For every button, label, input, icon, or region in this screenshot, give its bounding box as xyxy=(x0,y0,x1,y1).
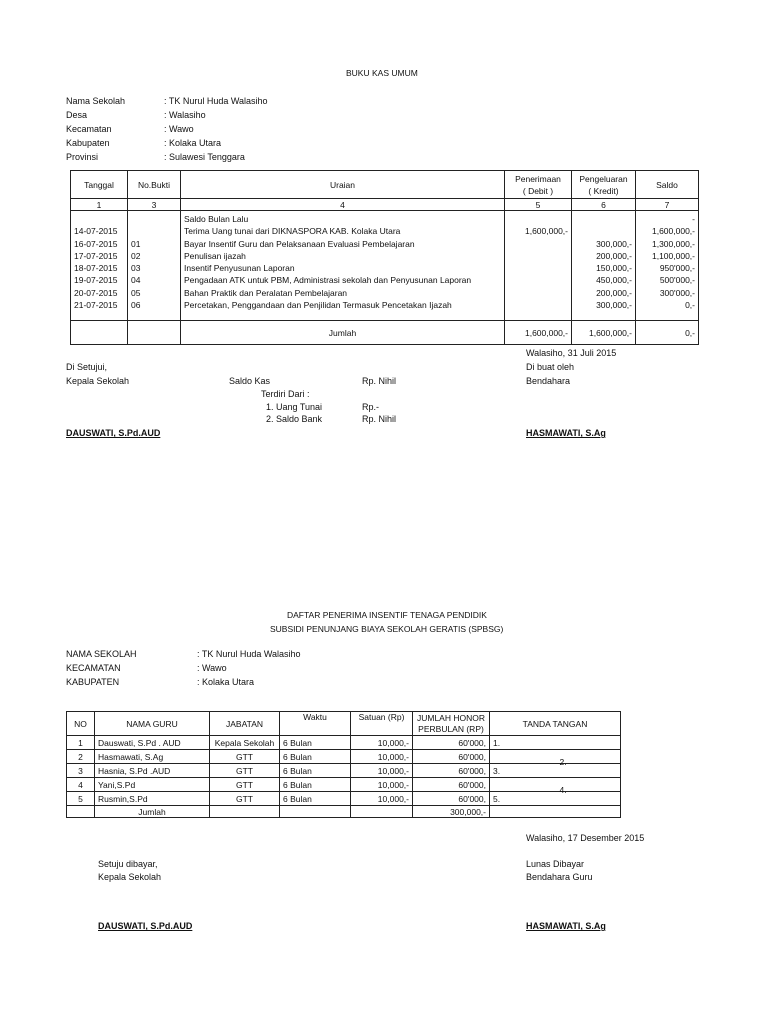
row-honor: 60'000, xyxy=(413,736,490,750)
col-number: 7 xyxy=(636,199,699,211)
bukti xyxy=(131,225,177,237)
table-row xyxy=(67,736,621,750)
col-number: 6 xyxy=(572,199,636,211)
daftar-title-1: DAFTAR PENERIMA INSENTIF TENAGA PENDIDIK xyxy=(287,610,487,620)
row-nama: Rusmin,S.Pd xyxy=(95,792,210,806)
bku-dibuat-oleh: Di buat oleh xyxy=(526,362,575,372)
uraian: Bahan Praktik dan Peralatan Pembelajaran xyxy=(184,287,348,298)
ttd-number: 4. xyxy=(559,784,567,795)
header-penerimaan: Penerimaan ( Debit ) xyxy=(505,171,572,199)
header-nama-guru: NAMA GURU xyxy=(95,712,210,736)
debit xyxy=(508,262,568,274)
info-value: : Kolaka Utara xyxy=(197,677,255,687)
debit-cell xyxy=(505,211,572,321)
saldo-bank-label: 2. Saldo Bank xyxy=(266,414,323,424)
info-label: KABUPATEN xyxy=(66,677,120,687)
row-waktu: 6 Bulan xyxy=(280,792,351,806)
row-jabatan: GTT xyxy=(210,750,280,764)
uang-tunai-value: Rp.- xyxy=(362,402,380,412)
row-ttd xyxy=(490,778,621,795)
col-number: 4 xyxy=(181,199,505,211)
info-label: KECAMATAN xyxy=(66,663,121,673)
bku-place-date: Walasiho, 31 Juli 2015 xyxy=(526,348,617,358)
kredit-cell xyxy=(572,211,636,321)
bukti: 05 xyxy=(131,287,141,298)
uraian: Saldo Bulan Lalu xyxy=(184,214,249,224)
table-row xyxy=(67,778,621,792)
debit xyxy=(508,250,568,262)
daftar-bendahara-guru: Bendahara Guru xyxy=(526,872,593,882)
daftar-lunas: Lunas Dibayar xyxy=(526,859,585,869)
date: 17-07-2015 xyxy=(74,250,118,261)
saldo-bank-value: Rp. Nihil xyxy=(362,414,397,424)
bku-bendahara: Bendahara xyxy=(526,376,571,386)
row-ttd xyxy=(490,792,621,806)
uraian: Terima Uang tunai dari DIKNASPORA KAB. Kolaka Utara xyxy=(184,226,401,237)
header-honor-line1: JUMLAH HONOR xyxy=(416,712,485,723)
date xyxy=(74,213,124,225)
col-number: 3 xyxy=(128,199,181,211)
info-label: Kecamatan xyxy=(66,124,112,134)
date: 16-07-2015 xyxy=(74,238,118,249)
row-jabatan: GTT xyxy=(210,792,280,806)
row-honor: 60'000, xyxy=(413,750,490,764)
daftar-kepala-sekolah: Kepala Sekolah xyxy=(98,872,162,882)
header-waktu: Waktu xyxy=(280,712,351,736)
row-no: 4 xyxy=(67,778,95,792)
daftar-jumlah-row xyxy=(67,806,621,818)
bku-bendahara-name: HASMAWATI, S.Ag xyxy=(526,428,606,438)
row-ttd xyxy=(490,764,621,778)
empty-cell xyxy=(128,321,181,345)
saldo: 1,300,000,- xyxy=(651,238,695,249)
saldo: 0,- xyxy=(685,300,695,311)
row-jabatan: Kepala Sekolah xyxy=(210,736,280,750)
bku-table xyxy=(70,170,699,345)
daftar-place-date: Walasiho, 17 Desember 2015 xyxy=(526,833,645,843)
row-satuan: 10,000,- xyxy=(351,750,413,764)
date: 19-07-2015 xyxy=(74,275,118,286)
saldo: - xyxy=(692,214,695,224)
info-label: Desa xyxy=(66,110,88,120)
saldo-kas-value: Rp. Nihil xyxy=(362,376,397,386)
row-waktu: 6 Bulan xyxy=(280,778,351,792)
row-no: 5 xyxy=(67,792,95,806)
kredit: 200,000,- xyxy=(596,287,632,298)
table-row xyxy=(67,764,621,778)
jumlah-debit: 1,600,000,- xyxy=(505,321,572,345)
info-value: : TK Nurul Huda Walasiho xyxy=(197,649,301,659)
info-label: Provinsi xyxy=(66,152,99,162)
daftar-title-2: SUBSIDI PENUNJANG BIAYA SEKOLAH GERATIS (SPBSG) xyxy=(270,624,504,634)
debit xyxy=(508,238,568,250)
header-tanda-tangan: TANDA TANGAN xyxy=(490,712,621,736)
date: 21-07-2015 xyxy=(74,300,118,311)
date: 18-07-2015 xyxy=(74,263,118,274)
header-no-bukti: No.Bukti xyxy=(128,171,181,199)
bku-header-row xyxy=(71,171,699,199)
row-nama: Hasnia, S.Pd .AUD xyxy=(95,764,210,778)
debit xyxy=(508,287,568,299)
saldo: 500'000,- xyxy=(659,275,695,286)
saldo: 950'000,- xyxy=(659,263,695,274)
date: 14-07-2015 xyxy=(74,226,118,237)
info-value: : TK Nurul Huda Walasiho xyxy=(164,96,268,106)
kredit: 300,000,- xyxy=(596,300,632,311)
row-waktu: 6 Bulan xyxy=(280,736,351,750)
info-value: : Walasiho xyxy=(164,110,206,120)
bku-body-row xyxy=(71,211,699,321)
header-jumlah-honor xyxy=(413,712,490,736)
empty-cell xyxy=(351,806,413,818)
kredit xyxy=(575,213,632,225)
kredit xyxy=(575,225,632,237)
daftar-table xyxy=(66,711,621,818)
saldo-kas-label: Saldo Kas xyxy=(229,376,271,386)
date: 20-07-2015 xyxy=(74,287,118,298)
row-nama: Dauswati, S.Pd . AUD xyxy=(95,736,210,750)
bukti: 03 xyxy=(131,263,141,274)
debit xyxy=(508,299,568,311)
terdiri-dari: Terdiri Dari : xyxy=(261,389,310,399)
kredit: 150,000,- xyxy=(596,263,632,274)
debit xyxy=(508,213,568,225)
empty-cell xyxy=(67,806,95,818)
info-value: : Wawo xyxy=(197,663,227,673)
row-no: 1 xyxy=(67,736,95,750)
row-honor: 60'000, xyxy=(413,778,490,792)
bku-number-row xyxy=(71,199,699,211)
bukti: 06 xyxy=(131,300,141,311)
jumlah-kredit: 1,600,000,- xyxy=(572,321,636,345)
row-jabatan: GTT xyxy=(210,764,280,778)
header-pengeluaran: Pengeluaran ( Kredit) xyxy=(572,171,636,199)
uraian: Insentif Penyusunan Laporan xyxy=(184,263,295,274)
jumlah-label: Jumlah xyxy=(181,321,505,345)
info-label: Kabupaten xyxy=(66,138,110,148)
row-satuan: 10,000,- xyxy=(351,736,413,750)
bku-kepala-name: DAUSWATI, S.Pd.AUD xyxy=(66,428,161,438)
uraian: Pengadaan ATK untuk PBM, Administrasi sekolah dan Penyusunan Laporan xyxy=(184,275,472,286)
table-row xyxy=(67,792,621,806)
info-value: : Wawo xyxy=(164,124,194,134)
debit: 1,600,000,- xyxy=(524,226,568,237)
row-honor: 60'000, xyxy=(413,792,490,806)
jumlah-label: Jumlah xyxy=(95,806,210,818)
daftar-setuju: Setuju dibayar, xyxy=(98,859,158,869)
empty-cell xyxy=(71,321,128,345)
bku-info-labels xyxy=(66,94,125,164)
uraian-cell xyxy=(181,211,505,321)
daftar-header-row xyxy=(67,712,621,736)
bku-kepala-sekolah: Kepala Sekolah xyxy=(66,376,130,386)
row-no: 2 xyxy=(67,750,95,764)
bku-disetujui: Di Setujui, xyxy=(66,362,108,372)
daftar-bendahara-name: HASMAWATI, S.Ag xyxy=(526,921,606,931)
kredit: 300,000,- xyxy=(596,238,632,249)
uang-tunai-label: 1. Uang Tunai xyxy=(266,402,323,412)
empty-cell xyxy=(210,806,280,818)
table-row xyxy=(67,750,621,764)
ttd-number: 1. xyxy=(493,737,501,748)
row-satuan: 10,000,- xyxy=(351,778,413,792)
info-label: Nama Sekolah xyxy=(66,96,126,106)
kredit: 200,000,- xyxy=(596,250,632,261)
ttd-number: 3. xyxy=(493,765,501,776)
row-nama: Hasmawati, S.Ag xyxy=(95,750,210,764)
header-honor-line2: PERBULAN (RP) xyxy=(418,723,484,734)
jumlah-saldo: 0,- xyxy=(636,321,699,345)
bku-title: BUKU KAS UMUM xyxy=(346,68,418,78)
header-tanggal: Tanggal xyxy=(71,171,128,199)
header-jabatan: JABATAN xyxy=(210,712,280,736)
uraian: Percetakan, Penggandaan dan Penjilidan Termasuk Pencetakan Ijazah xyxy=(184,300,452,311)
row-satuan: 10,000,- xyxy=(351,764,413,778)
saldo: 1,600,000,- xyxy=(651,226,695,237)
empty-cell xyxy=(280,806,351,818)
row-jabatan: GTT xyxy=(210,778,280,792)
jumlah-value: 300,000,- xyxy=(413,806,490,818)
row-ttd xyxy=(490,736,621,750)
kredit: 450,000,- xyxy=(596,275,632,286)
bku-jumlah-row xyxy=(71,321,699,345)
bku-info-values xyxy=(164,94,268,164)
row-waktu: 6 Bulan xyxy=(280,750,351,764)
header-no: NO xyxy=(67,712,95,736)
row-ttd xyxy=(490,750,621,767)
daftar-info-values xyxy=(197,647,301,689)
saldo: 1,100,000,- xyxy=(651,250,695,261)
bukti: 04 xyxy=(131,275,141,286)
debit xyxy=(508,274,568,286)
bukti: 02 xyxy=(131,250,141,261)
row-honor: 60'000, xyxy=(413,764,490,778)
header-satuan: Satuan (Rp) xyxy=(351,712,413,736)
row-satuan: 10,000,- xyxy=(351,792,413,806)
ttd-number: 5. xyxy=(493,793,501,804)
uraian: Penulisan ijazah xyxy=(184,250,246,261)
col-number: 1 xyxy=(71,199,128,211)
row-no: 3 xyxy=(67,764,95,778)
col-number: 5 xyxy=(505,199,572,211)
ttd-number: 2. xyxy=(559,756,567,767)
info-value: : Sulawesi Tenggara xyxy=(164,152,245,162)
empty-cell xyxy=(490,806,621,818)
bukti-cell xyxy=(128,211,181,321)
saldo-cell xyxy=(636,211,699,321)
bukti: 01 xyxy=(131,238,141,249)
daftar-info-labels xyxy=(66,647,137,689)
header-uraian: Uraian xyxy=(181,171,505,199)
uraian: Bayar Insentif Guru dan Pelaksanaan Evaluasi Pembelajaran xyxy=(184,238,415,249)
row-waktu: 6 Bulan xyxy=(280,764,351,778)
tanggal-cell xyxy=(71,211,128,321)
saldo: 300'000,- xyxy=(659,287,695,298)
daftar-kepala-name: DAUSWATI, S.Pd.AUD xyxy=(98,921,193,931)
info-label: NAMA SEKOLAH xyxy=(66,649,137,659)
header-saldo: Saldo xyxy=(636,171,699,199)
row-nama: Yani,S.Pd xyxy=(95,778,210,792)
bukti xyxy=(131,213,177,225)
info-value: : Kolaka Utara xyxy=(164,138,222,148)
